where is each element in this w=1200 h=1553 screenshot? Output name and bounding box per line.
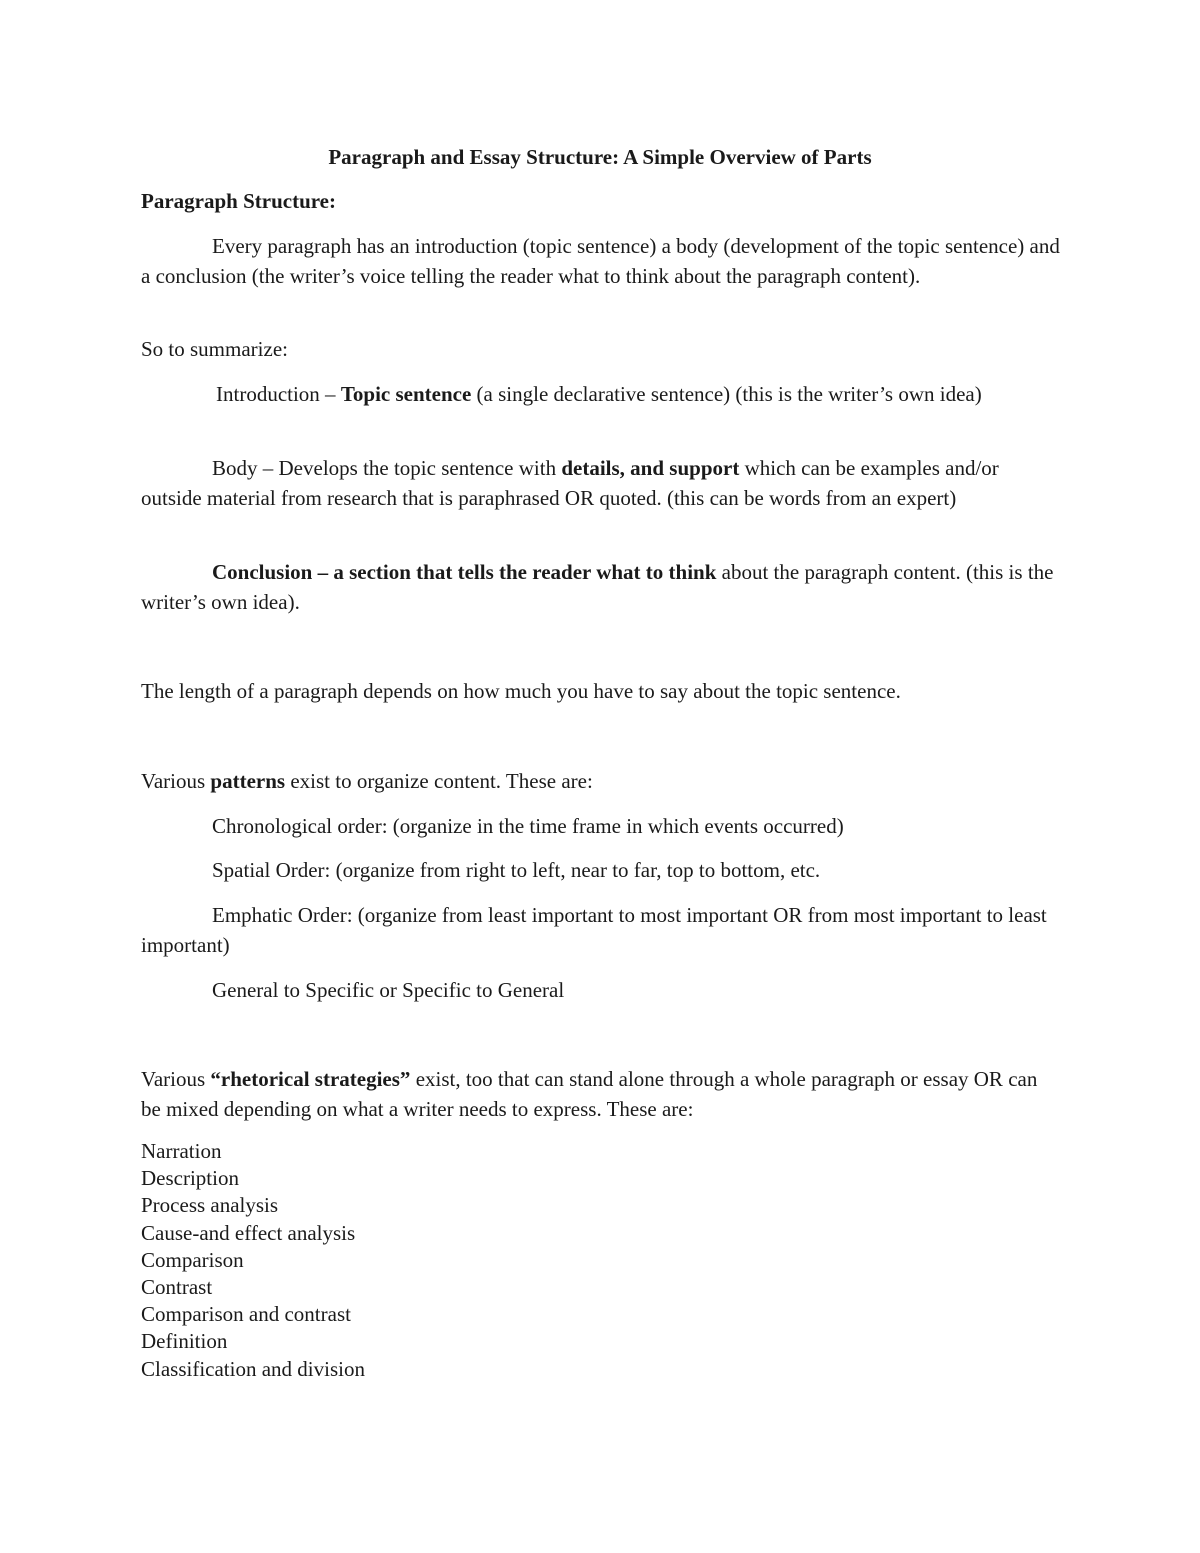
list-item: Classification and division <box>141 1356 365 1381</box>
conclusion-suffix: about the paragraph content. (this is the writer’s own idea). <box>141 560 1054 614</box>
body-prefix: Body – Develops the topic sentence with <box>212 456 562 480</box>
list-item: Cause-and effect analysis <box>141 1220 356 1245</box>
patterns-suffix: exist to organize content. These are: <box>285 769 593 793</box>
paragraph-length-note: The length of a paragraph depends on how much you have to say about the topic sentence. <box>141 679 901 703</box>
list-item: Definition <box>141 1329 228 1354</box>
list-item: Process analysis <box>141 1193 279 1218</box>
pattern-item-spatial: Spatial Order: (organize from right to left, near to far, top to bottom, etc. <box>212 858 821 882</box>
summary-conclusion <box>141 557 1061 617</box>
pattern-item-chronological: Chronological order: (organize in the time frame in which events occurred) <box>212 814 844 838</box>
body-suffix: which can be examples and/or outside material from research that is paraphrased OR quoted. (this can be words from an expert) <box>141 456 999 510</box>
pattern-item-general-specific: General to Specific or Specific to General <box>212 978 565 1002</box>
section-heading-paragraph-structure: Paragraph Structure: <box>141 189 336 213</box>
pattern-item-emphatic: Emphatic Order: (organize from least important to most important OR from most important to least important) <box>141 903 1047 957</box>
patterns-intro <box>141 766 1061 796</box>
patterns-prefix: Various <box>141 769 211 793</box>
list-item: Comparison <box>141 1247 244 1272</box>
rhetorical-strategies-list <box>141 1138 365 1383</box>
list-item: Narration <box>141 1139 222 1163</box>
list-item: Description <box>141 1166 239 1191</box>
introduction-suffix: (a single declarative sentence) (this is the writer’s own idea) <box>471 382 982 406</box>
list-item: Contrast <box>141 1275 213 1300</box>
strategies-prefix: Various <box>141 1067 211 1091</box>
paragraph-intro-text: Every paragraph has an introduction (topic sentence) a body (development of the topic sentence) and a conclusion (the writer’s voice telling the reader what to think about the paragraph content). <box>141 234 1060 288</box>
introduction-bold: Topic sentence <box>340 382 472 406</box>
list-item: Comparison and contrast <box>141 1302 351 1327</box>
conclusion-bold: Conclusion – a section that tells the reader what to think <box>212 560 717 584</box>
summary-label: So to summarize: <box>141 337 288 361</box>
patterns-bold: patterns <box>210 769 286 793</box>
strategies-bold: “rhetorical strategies” <box>210 1067 411 1091</box>
introduction-prefix: Introduction – <box>216 382 341 406</box>
summary-body <box>141 453 1061 513</box>
page-title: Paragraph and Essay Structure: A Simple Overview of Parts <box>328 145 872 169</box>
body-bold: details, and support <box>561 456 740 480</box>
strategies-intro <box>141 1064 1061 1124</box>
strategies-suffix: exist, too that can stand alone through a whole paragraph or essay OR can be mixed depending on what a writer needs to express. These are: <box>141 1067 1038 1121</box>
summary-introduction <box>141 379 1061 409</box>
